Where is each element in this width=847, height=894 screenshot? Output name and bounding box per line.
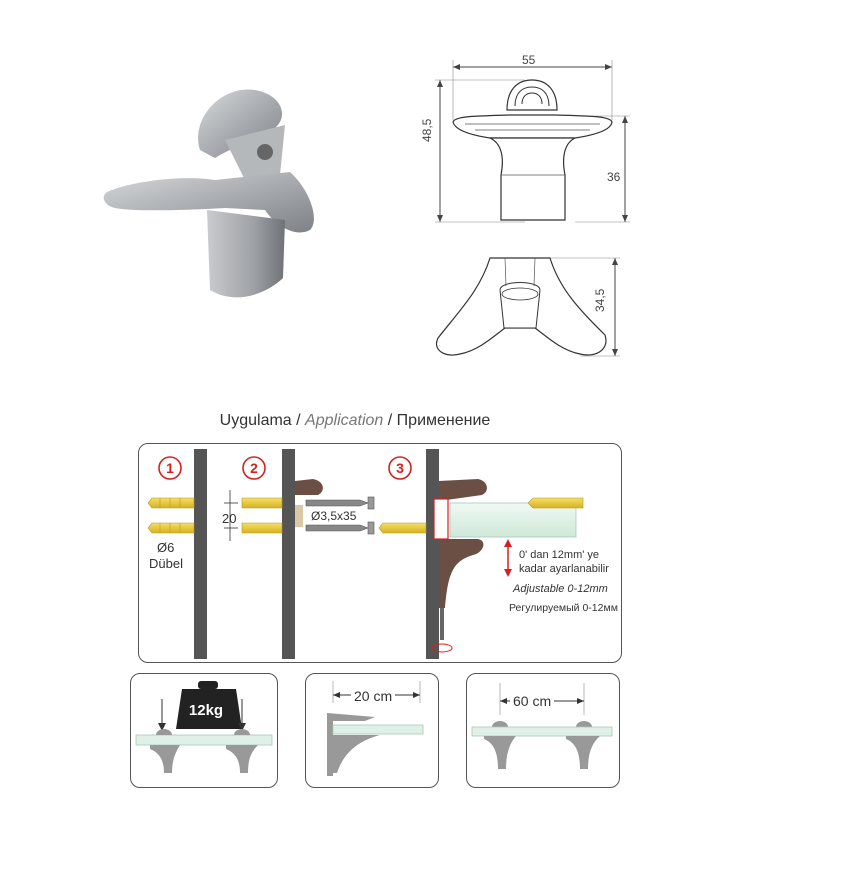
step-2-number: 2 (250, 460, 258, 476)
dowel-icon (148, 498, 194, 508)
technical-drawing-bottom (430, 250, 640, 360)
screw-icon (306, 522, 374, 534)
adjust-text-ru: Регулируемый 0-12мм (509, 602, 618, 614)
screw-label: Ø3,5x35 (311, 509, 357, 523)
dim-body-height: 36 (607, 170, 621, 184)
weight-label: 12kg (188, 702, 224, 719)
adjust-tr-line2: kadar ayarlanabilir (519, 563, 609, 575)
dowel-diameter: Ø6 (157, 540, 175, 555)
title-separator: / (383, 412, 397, 429)
title-ru: Применение (396, 412, 491, 429)
spacing-illustration (466, 673, 620, 788)
title-tr: Uygulama (219, 412, 292, 429)
dowel-label: Dübel (149, 556, 183, 571)
spacing-label: 20 (222, 511, 237, 526)
title-separator: / (291, 412, 306, 429)
adjust-text-tr (519, 548, 609, 576)
step-3-number: 3 (396, 460, 404, 476)
step-1-number: 1 (166, 460, 174, 476)
dowel-icon (148, 523, 194, 533)
overhang-label: 20 cm (351, 688, 395, 704)
weight-illustration (130, 673, 278, 788)
spacing-label-60: 60 cm (510, 693, 554, 709)
application-title (0, 412, 710, 430)
adjust-text-en: Adjustable 0-12mm (513, 583, 608, 595)
dim-width: 55 (522, 53, 536, 67)
title-en: Application (305, 412, 384, 429)
dim-base-height: 34,5 (593, 288, 607, 312)
technical-drawing-front (415, 50, 645, 240)
dim-total-height: 48,5 (420, 118, 434, 142)
product-photo (95, 80, 335, 320)
screw-icon (306, 497, 374, 509)
adjust-tr-line1: 0' dan 12mm' ye (519, 549, 600, 561)
